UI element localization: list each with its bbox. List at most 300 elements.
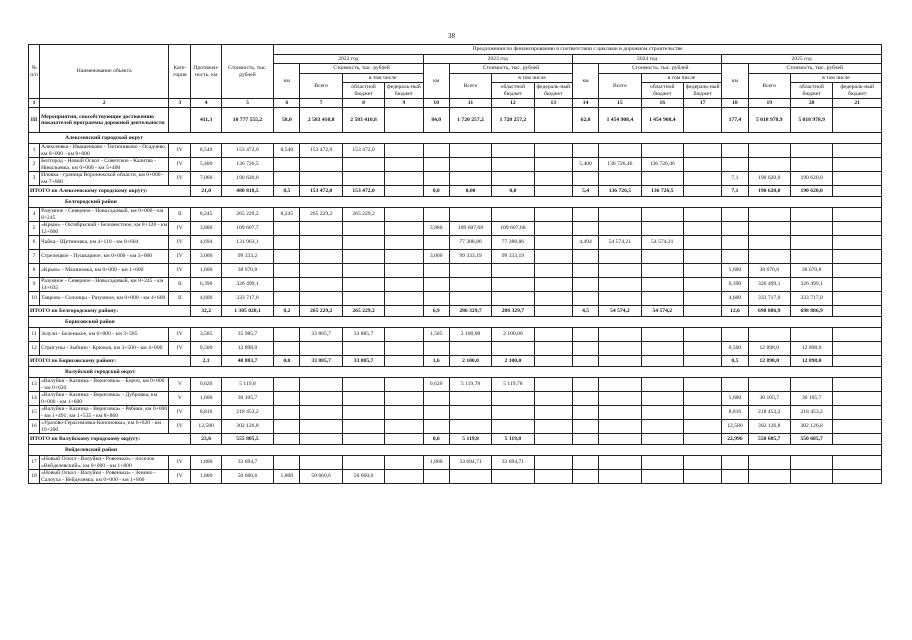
table-cell [423, 342, 449, 356]
table-cell [385, 236, 423, 250]
table-row [29, 236, 882, 250]
header-regional: областной бюджет [790, 83, 832, 99]
total-cell: 54 574,2 [599, 306, 641, 317]
group-heading: Вейделевский район [29, 445, 882, 456]
table-cell [722, 236, 748, 250]
table-cell: 30 105,7 [221, 392, 273, 406]
table-cell [449, 172, 491, 186]
group-heading-row [29, 317, 882, 328]
table-cell [385, 406, 423, 420]
table-cell [274, 392, 300, 406]
table-cell: 2 100,00 [492, 328, 534, 342]
row-number: 10 [29, 292, 40, 306]
table-cell: 218 453,2 [748, 406, 790, 420]
total-row [29, 356, 882, 367]
table-cell [833, 328, 882, 342]
table-row [29, 292, 882, 306]
row-number: 14 [29, 392, 40, 406]
table-cell: 0,500 [722, 342, 748, 356]
table-cell [641, 342, 683, 356]
table-cell [423, 278, 449, 292]
table-cell: 1,800 [423, 456, 449, 470]
table-cell: 153 472,0 [300, 144, 342, 158]
table-cell: 33 885,7 [342, 328, 384, 342]
table-cell [342, 406, 384, 420]
table-cell [449, 208, 491, 222]
table-cell [534, 236, 572, 250]
table-row [29, 456, 882, 470]
table-cell [449, 264, 491, 278]
column-number-cell: 6 [274, 99, 300, 108]
table-cell [492, 406, 534, 420]
table-cell [274, 278, 300, 292]
table-cell [790, 328, 832, 342]
table-cell [722, 208, 748, 222]
table-cell: 62,0 [572, 108, 598, 133]
table-cell [342, 392, 384, 406]
total-cell [385, 186, 423, 197]
table-cell [599, 378, 641, 392]
table-cell [790, 456, 832, 470]
table-row [29, 406, 882, 420]
table-cell [534, 406, 572, 420]
table-cell [300, 456, 342, 470]
table-cell [572, 250, 598, 264]
table-cell: 109 607,7 [221, 222, 273, 236]
total-row [29, 306, 882, 317]
total-label: ИТОГО по Валуйскому городскому округу: [29, 434, 191, 445]
table-cell: 136 726,5 [221, 158, 273, 172]
table-cell: 3,880 [191, 222, 221, 236]
table-cell: 265 229,2 [300, 208, 342, 222]
header-length: Протяжен-ность, км [191, 45, 221, 99]
table-cell [534, 392, 572, 406]
header-year: 2023 год [423, 54, 572, 64]
table-cell: IV [169, 236, 191, 250]
table-cell: 7,060 [191, 172, 221, 186]
table-cell [572, 172, 598, 186]
table-cell [342, 264, 384, 278]
table-cell: 2 583 410,8 [342, 108, 384, 133]
table-cell: 190 620,0 [790, 172, 832, 186]
header-federal: федераль-ный бюджет [683, 83, 721, 99]
table-cell: 8,816 [191, 406, 221, 420]
row-number: 7 [29, 250, 40, 264]
table-cell: 4,600 [722, 292, 748, 306]
table-row [29, 392, 882, 406]
total-cell [833, 434, 882, 445]
table-cell: 333 717,0 [221, 292, 273, 306]
table-cell [300, 342, 342, 356]
row-number: 1 [29, 144, 40, 158]
table-cell [274, 236, 300, 250]
table-cell [833, 264, 882, 278]
table-cell: 1,585 [423, 328, 449, 342]
table-cell [274, 222, 300, 236]
table-cell: 190 620,0 [221, 172, 273, 186]
table-row [29, 342, 882, 356]
total-cell: 555 805,5 [221, 434, 273, 445]
header-regional: областной бюджет [492, 83, 534, 99]
table-cell [534, 108, 572, 133]
header-cost-label: Стоимость, тыс. рублей [449, 64, 572, 74]
table-cell [342, 158, 384, 172]
table-cell [572, 222, 598, 236]
row-number: 15 [29, 406, 40, 420]
table-cell: 12 898,0 [790, 342, 832, 356]
object-name: Иловка - граница Воронежской области, км 0+000 - км 7+060 [40, 172, 169, 186]
header-including: в том числе [790, 73, 881, 83]
table-cell: 84,0 [423, 108, 449, 133]
total-cell: 54 574,2 [641, 306, 683, 317]
table-cell [342, 278, 384, 292]
table-cell: 5 018 978,9 [748, 108, 790, 133]
table-cell: 153 472,0 [221, 144, 273, 158]
table-cell [833, 144, 882, 158]
total-cell [385, 306, 423, 317]
table-cell [342, 172, 384, 186]
column-number-cell: 4 [191, 99, 221, 108]
table-cell [385, 250, 423, 264]
table-cell: 99 333,2 [221, 250, 273, 264]
total-cell [534, 356, 572, 367]
table-cell: 12 898,0 [221, 342, 273, 356]
table-cell [833, 456, 882, 470]
table-cell: 1 454 908,4 [599, 108, 641, 133]
table-cell [572, 392, 598, 406]
table-cell [641, 406, 683, 420]
table-cell: II [169, 292, 191, 306]
table-cell [722, 378, 748, 392]
table-cell: 4,494 [572, 236, 598, 250]
table-cell [342, 250, 384, 264]
table-cell: 12,580 [191, 420, 221, 434]
object-name: «Валуйки - Казинка - Вериговка» - Дубровка, км 0+000 - км 1+600 [40, 392, 169, 406]
table-cell [572, 470, 598, 484]
column-number-cell: 13 [534, 99, 572, 108]
total-cell: 33 885,7 [342, 356, 384, 367]
table-cell: IV [169, 420, 191, 434]
table-cell [423, 420, 449, 434]
table-cell: IV [169, 158, 191, 172]
table-cell: IV [169, 222, 191, 236]
table-cell [423, 236, 449, 250]
table-cell [833, 378, 882, 392]
group-heading: Валуйский городской округ [29, 367, 882, 378]
table-cell: 2 583 410,8 [300, 108, 342, 133]
table-cell: 8,245 [274, 208, 300, 222]
table-cell [274, 264, 300, 278]
object-name: Мероприятия, способствующие достижению показателей программы дорожной деятельности [40, 108, 169, 133]
table-cell [722, 470, 748, 484]
table-cell [274, 328, 300, 342]
table-cell: 1 720 257,2 [492, 108, 534, 133]
table-cell [274, 378, 300, 392]
table-cell [641, 222, 683, 236]
total-cell [683, 434, 721, 445]
table-row [29, 470, 882, 484]
table-cell [385, 158, 423, 172]
header-km: км [274, 64, 300, 99]
table-cell [534, 172, 572, 186]
table-cell: 6,390 [191, 278, 221, 292]
object-name: «Крым» - Малиновка, км 0+000 - км 1+600 [40, 264, 169, 278]
table-cell [790, 470, 832, 484]
table-cell: 5 119,8 [221, 378, 273, 392]
table-cell [599, 144, 641, 158]
table-cell [423, 406, 449, 420]
table-cell [748, 144, 790, 158]
group-heading-row [29, 367, 882, 378]
total-cell: 21,0 [191, 186, 221, 197]
table-cell [748, 158, 790, 172]
table-cell [748, 328, 790, 342]
table-row [29, 328, 882, 342]
table-cell: 326 499,1 [748, 278, 790, 292]
table-cell [534, 378, 572, 392]
column-number-cell: 8 [342, 99, 384, 108]
total-cell: 190 620,0 [748, 186, 790, 197]
table-cell [534, 420, 572, 434]
table-cell: 5 119,78 [449, 378, 491, 392]
table-cell [748, 236, 790, 250]
table-cell [748, 222, 790, 236]
table-cell [599, 172, 641, 186]
table-cell: IV [169, 342, 191, 356]
table-cell [385, 172, 423, 186]
table-cell: 136 726,46 [641, 158, 683, 172]
table-cell [599, 264, 641, 278]
total-cell: 286 329,7 [492, 306, 534, 317]
total-cell [683, 186, 721, 197]
table-row [29, 378, 882, 392]
column-number-cell: 21 [833, 99, 882, 108]
row-number: 13 [29, 378, 40, 392]
header-including: в том числе [492, 73, 573, 83]
table-cell: 5 119,78 [492, 378, 534, 392]
table-row [29, 250, 882, 264]
table-cell: 1,600 [191, 264, 221, 278]
table-cell [641, 172, 683, 186]
table-cell [300, 250, 342, 264]
total-cell: 7,1 [722, 186, 748, 197]
table-cell: 5,400 [191, 158, 221, 172]
table-cell [385, 264, 423, 278]
table-cell: 4,694 [191, 236, 221, 250]
table-cell [492, 264, 534, 278]
table-cell [274, 456, 300, 470]
table-cell [683, 172, 721, 186]
table-cell [833, 420, 882, 434]
table-cell [492, 172, 534, 186]
header-federal: федераль-ный бюджет [833, 83, 882, 99]
table-cell [641, 470, 683, 484]
header-year: 2022 год [274, 54, 423, 64]
table-cell [683, 292, 721, 306]
table-cell: 30 105,7 [790, 392, 832, 406]
table-cell [833, 250, 882, 264]
table-row [29, 158, 882, 172]
table-cell: 411,3 [191, 108, 221, 133]
header-total: Всего [599, 73, 641, 99]
object-name: «Валуйки - Казинка - Вериговка» - Борчч, км 0+000 - км 0+620 [40, 378, 169, 392]
row-number: 12 [29, 342, 40, 356]
table-cell [599, 328, 641, 342]
total-cell [534, 186, 572, 197]
table-cell: 38 670,8 [790, 264, 832, 278]
table-cell: 302 126,8 [790, 420, 832, 434]
total-cell: 136 726,5 [599, 186, 641, 197]
table-cell [534, 328, 572, 342]
table-cell [274, 342, 300, 356]
row-number: 2 [29, 158, 40, 172]
total-cell: 0,5 [722, 356, 748, 367]
table-cell [790, 378, 832, 392]
table-cell: 33 694,7 [221, 456, 273, 470]
total-cell: 1,6 [423, 356, 449, 367]
table-cell: 77 388,86 [449, 236, 491, 250]
header-financing-title: Предложения по финансированию в соответствии с циклами в дорожном строительстве [274, 45, 882, 55]
table-cell: II [169, 208, 191, 222]
total-cell: 0,0 [274, 356, 300, 367]
table-cell: 218 453,2 [221, 406, 273, 420]
table-cell: IV [169, 250, 191, 264]
column-number-row [29, 99, 882, 108]
table-cell [492, 342, 534, 356]
column-number-cell: 11 [449, 99, 491, 108]
object-name: «Новый Оскол - Валуйки - Ровеньки» - Зенино - Салоуха - Вейделевка, км 0+000 - км 1+800 [40, 470, 169, 484]
table-cell: 1 720 257,2 [449, 108, 491, 133]
table-cell [342, 222, 384, 236]
table-cell [274, 406, 300, 420]
table-cell [300, 236, 342, 250]
table-cell [790, 222, 832, 236]
table-cell [449, 292, 491, 306]
table-cell [683, 158, 721, 172]
table-cell: IV [169, 264, 191, 278]
table-cell [423, 158, 449, 172]
table-cell [300, 172, 342, 186]
header-year: 2024 год [572, 54, 721, 64]
table-row [29, 222, 882, 236]
table-cell [790, 144, 832, 158]
table-cell: 131 963,1 [221, 236, 273, 250]
table-cell [274, 292, 300, 306]
table-cell [833, 222, 882, 236]
table-cell [748, 378, 790, 392]
table-cell [833, 172, 882, 186]
table-cell: 3,000 [423, 250, 449, 264]
table-cell [449, 158, 491, 172]
total-cell: 23,6 [191, 434, 221, 445]
table-cell [683, 144, 721, 158]
row-number: 18 [29, 470, 40, 484]
table-cell: 333 717,0 [790, 292, 832, 306]
row-number: 11 [29, 328, 40, 342]
total-cell [572, 434, 598, 445]
table-cell [300, 392, 342, 406]
row-number: 6 [29, 236, 40, 250]
total-row [29, 186, 882, 197]
column-number-cell: 9 [385, 99, 423, 108]
table-cell: V [169, 378, 191, 392]
table-cell [274, 172, 300, 186]
table-cell [790, 208, 832, 222]
table-cell: 33 694,71 [449, 456, 491, 470]
object-name: «Крым» - Октябрьский - Беломестное, км 8+120 - км 12+000 [41, 222, 168, 235]
total-cell: 153 472,0 [300, 186, 342, 197]
row-number: 9 [29, 278, 40, 292]
total-cell [833, 356, 882, 367]
table-cell [385, 378, 423, 392]
table-cell [342, 342, 384, 356]
table-cell: 153 472,0 [342, 144, 384, 158]
table-cell [641, 278, 683, 292]
table-cell: 1,800 [191, 470, 221, 484]
table-cell [342, 378, 384, 392]
column-number-cell: 16 [641, 99, 683, 108]
group-heading: Алексеевский городской округ [29, 133, 882, 144]
table-cell [572, 342, 598, 356]
total-cell: 0,00 [449, 186, 491, 197]
total-cell: 2 100,0 [449, 356, 491, 367]
total-cell [534, 306, 572, 317]
table-cell [300, 292, 342, 306]
total-cell: 286 329,7 [449, 306, 491, 317]
table-cell [641, 264, 683, 278]
table-cell [599, 222, 641, 236]
table-cell [449, 420, 491, 434]
table-cell [342, 420, 384, 434]
header-cost-label: Стоимость, тыс. рублей [599, 64, 722, 74]
table-cell [572, 378, 598, 392]
table-cell [534, 144, 572, 158]
table-cell [274, 158, 300, 172]
total-cell [534, 434, 572, 445]
header-num: № п/п [29, 45, 40, 99]
table-cell: 12 898,0 [748, 342, 790, 356]
total-cell [342, 434, 384, 445]
table-cell [300, 222, 342, 236]
column-number-cell: 15 [599, 99, 641, 108]
table-cell [833, 392, 882, 406]
table-row [29, 208, 882, 222]
table-cell [572, 208, 598, 222]
table-cell [492, 208, 534, 222]
group-heading-row [29, 445, 882, 456]
table-cell: 0,500 [191, 342, 221, 356]
table-cell [683, 392, 721, 406]
table-cell [599, 470, 641, 484]
row-number: III [29, 108, 40, 133]
table-cell: 5 018 978,9 [790, 108, 832, 133]
row-number: 17 [29, 456, 40, 470]
table-cell [641, 378, 683, 392]
column-number-cell: 20 [790, 99, 832, 108]
total-cell [599, 434, 641, 445]
table-cell: 50 660,6 [221, 470, 273, 484]
column-number-cell: 3 [169, 99, 191, 108]
table-row [29, 144, 882, 158]
table-cell: 33 694,71 [492, 456, 534, 470]
table-cell [534, 278, 572, 292]
row-number: 8 [29, 264, 40, 278]
table-cell [492, 420, 534, 434]
table-cell [300, 420, 342, 434]
column-number-cell: 5 [221, 99, 273, 108]
table-cell [833, 158, 882, 172]
table-cell [385, 292, 423, 306]
